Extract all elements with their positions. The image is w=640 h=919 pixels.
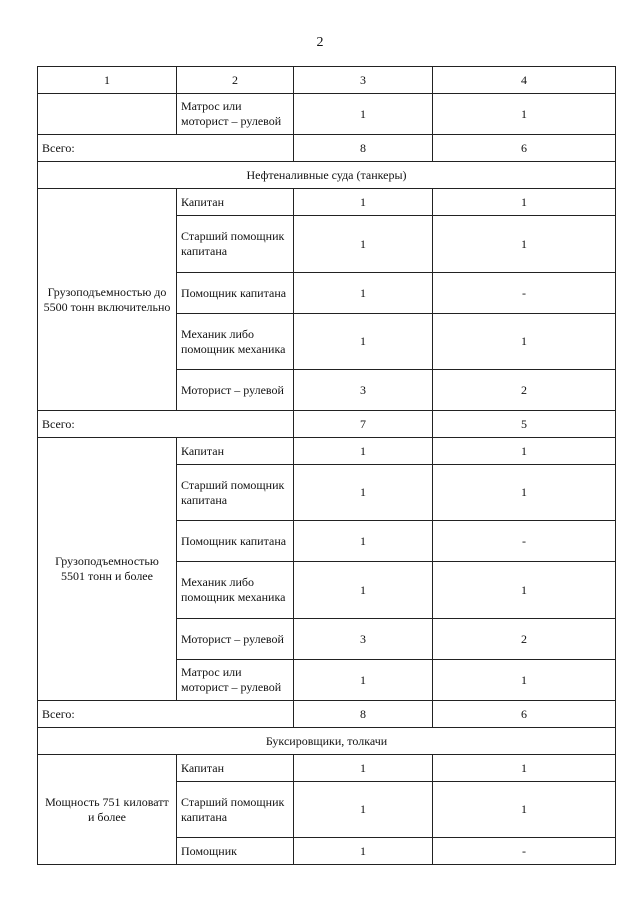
position-cell: Моторист – рулевой [177,370,294,411]
count-col4-cell: - [433,273,616,314]
position-cell: Старший помощник капитана [177,782,294,838]
total-col3-cell: 8 [294,135,433,162]
count-col3-cell: 1 [294,755,433,782]
count-col3-cell: 1 [294,189,433,216]
total-label: Всего: [38,411,294,438]
total-row [38,135,616,162]
count-col4-cell: 1 [433,465,616,521]
position-cell: Помощник капитана [177,521,294,562]
total-col3-cell: 8 [294,701,433,728]
count-col4-cell: 1 [433,216,616,273]
position-cell: Старший помощник капитана [177,216,294,273]
total-col4-cell: 6 [433,701,616,728]
count-col4-cell: - [433,521,616,562]
count-col4-cell: 2 [433,370,616,411]
header-cell-4: 4 [433,67,616,94]
count-col3-cell: 1 [294,838,433,865]
count-col3-cell: 1 [294,562,433,619]
count-col3-cell: 3 [294,370,433,411]
position-cell: Матрос или моторист – рулевой [177,94,294,135]
count-col4-cell: 1 [433,189,616,216]
count-col4-cell: 2 [433,619,616,660]
section-title-tankers: Нефтеналивные суда (танкеры) [38,162,616,189]
count-col4-cell: - [433,838,616,865]
section-title-tugs: Буксировщики, толкачи [38,728,616,755]
count-col3-cell: 1 [294,314,433,370]
count-col4-cell: 1 [433,438,616,465]
position-cell: Старший помощник капитана [177,465,294,521]
table-row [38,438,616,465]
total-row [38,701,616,728]
total-col4-cell: 6 [433,135,616,162]
position-cell: Капитан [177,189,294,216]
count-col4-cell: 1 [433,94,616,135]
count-col4-cell: 1 [433,782,616,838]
count-col3-cell: 1 [294,660,433,701]
total-row [38,411,616,438]
table-row [38,94,616,135]
count-col3-cell: 1 [294,521,433,562]
position-cell: Матрос или моторист – рулевой [177,660,294,701]
power-group-label: Мощность 751 киловатт и более [38,755,177,865]
count-col3-cell: 3 [294,619,433,660]
position-cell: Помощник капитана [177,273,294,314]
position-cell: Моторист – рулевой [177,619,294,660]
total-col3-cell: 7 [294,411,433,438]
count-col3-cell: 1 [294,782,433,838]
count-col4-cell: 1 [433,755,616,782]
header-row [38,67,616,94]
position-cell: Капитан [177,755,294,782]
tonnage-group-label: Грузоподъемностью до 5500 тонн включительно [38,189,177,411]
position-cell: Механик либо помощник механика [177,314,294,370]
page-number: 2 [316,35,324,50]
count-col3-cell: 1 [294,94,433,135]
count-col4-cell: 1 [433,660,616,701]
count-col4-cell: 1 [433,562,616,619]
position-cell: Капитан [177,438,294,465]
count-col4-cell: 1 [433,314,616,370]
total-label: Всего: [38,135,294,162]
position-cell: Механик либо помощник механика [177,562,294,619]
crew-staffing-table [37,66,616,865]
header-cell-3: 3 [294,67,433,94]
section-title-row [38,162,616,189]
table-row [38,189,616,216]
tonnage-group-label: Грузоподъемностью 5501 тонн и более [38,438,177,701]
group-cell-empty [38,94,177,135]
total-label: Всего: [38,701,294,728]
count-col3-cell: 1 [294,465,433,521]
header-cell-1: 1 [38,67,177,94]
section-title-row [38,728,616,755]
count-col3-cell: 1 [294,273,433,314]
total-col4-cell: 5 [433,411,616,438]
header-cell-2: 2 [177,67,294,94]
count-col3-cell: 1 [294,216,433,273]
table-row [38,755,616,782]
position-cell: Помощник [177,838,294,865]
count-col3-cell: 1 [294,438,433,465]
